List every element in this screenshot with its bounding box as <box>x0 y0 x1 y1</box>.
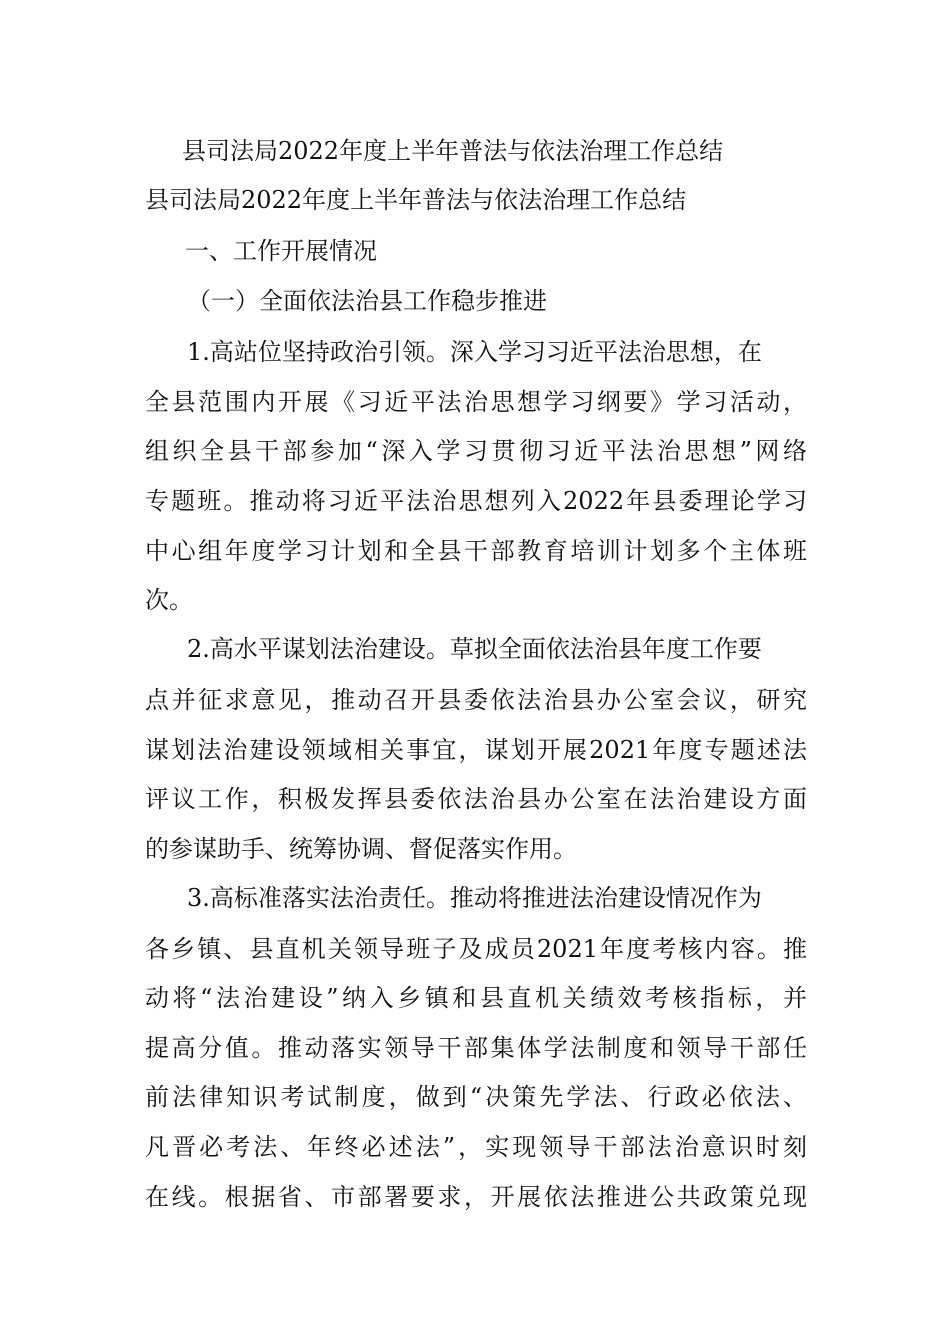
paragraph-line: 点并征求意见，推动召开县委依法治县办公室会议，研究 <box>145 686 807 714</box>
paragraph-line: 的参谋助手、统筹协调、督促落实作用。 <box>145 835 577 863</box>
paragraph-line: 在线。根据省、市部署要求，开展依法推进公共政策兑现 <box>145 1183 807 1211</box>
paragraph-line: 评议工作，积极发挥县委依法治县办公室在法治建设方面 <box>145 785 807 813</box>
paragraph-line: 2.高水平谋划法治建设。草拟全面依法治县年度工作要 <box>187 635 762 663</box>
paragraph-line: 中心组年度学习计划和全县干部教育培训计划多个主体班 <box>145 537 807 565</box>
paragraph-line: 提高分值。推动落实领导干部集体学法制度和领导干部任 <box>145 1034 807 1062</box>
paragraph-line: 前法律知识考试制度，做到“决策先学法、行政必依法、 <box>145 1083 807 1111</box>
paragraph-line: 组织全县干部参加“深入学习贯彻习近平法治思想”网络 <box>145 437 807 465</box>
paragraph-line: 专题班。推动将习近平法治思想列入2022年县委理论学习 <box>145 487 807 515</box>
paragraph-line: 谋划法治建设领域相关事宜，谋划开展2021年度专题述法 <box>145 736 807 764</box>
document-title-repeat: 县司法局2022年度上半年普法与依法治理工作总结 <box>145 186 687 214</box>
paragraph-line: 动将“法治建设”纳入乡镇和县直机关绩效考核指标，并 <box>145 984 807 1012</box>
paragraph-line: 凡晋必考法、年终必述法”，实现领导干部法治意识时刻 <box>145 1133 807 1161</box>
paragraph-line: 各乡镇、县直机关领导班子及成员2021年度考核内容。推 <box>145 935 807 963</box>
paragraph-line: 全县范围内开展《习近平法治思想学习纲要》学习活动， <box>145 388 807 416</box>
subsection-heading: （一）全面依法治县工作稳步推进 <box>187 287 547 315</box>
section-heading: 一、工作开展情况 <box>185 237 377 265</box>
paragraph-line: 3.高标准落实法治责任。推动将推进法治建设情况作为 <box>187 884 762 912</box>
document-title: 县司法局2022年度上半年普法与依法治理工作总结 <box>182 137 724 165</box>
paragraph-line: 1.高站位坚持政治引领。深入学习习近平法治思想，在 <box>187 338 762 366</box>
paragraph-line: 次。 <box>145 586 193 614</box>
